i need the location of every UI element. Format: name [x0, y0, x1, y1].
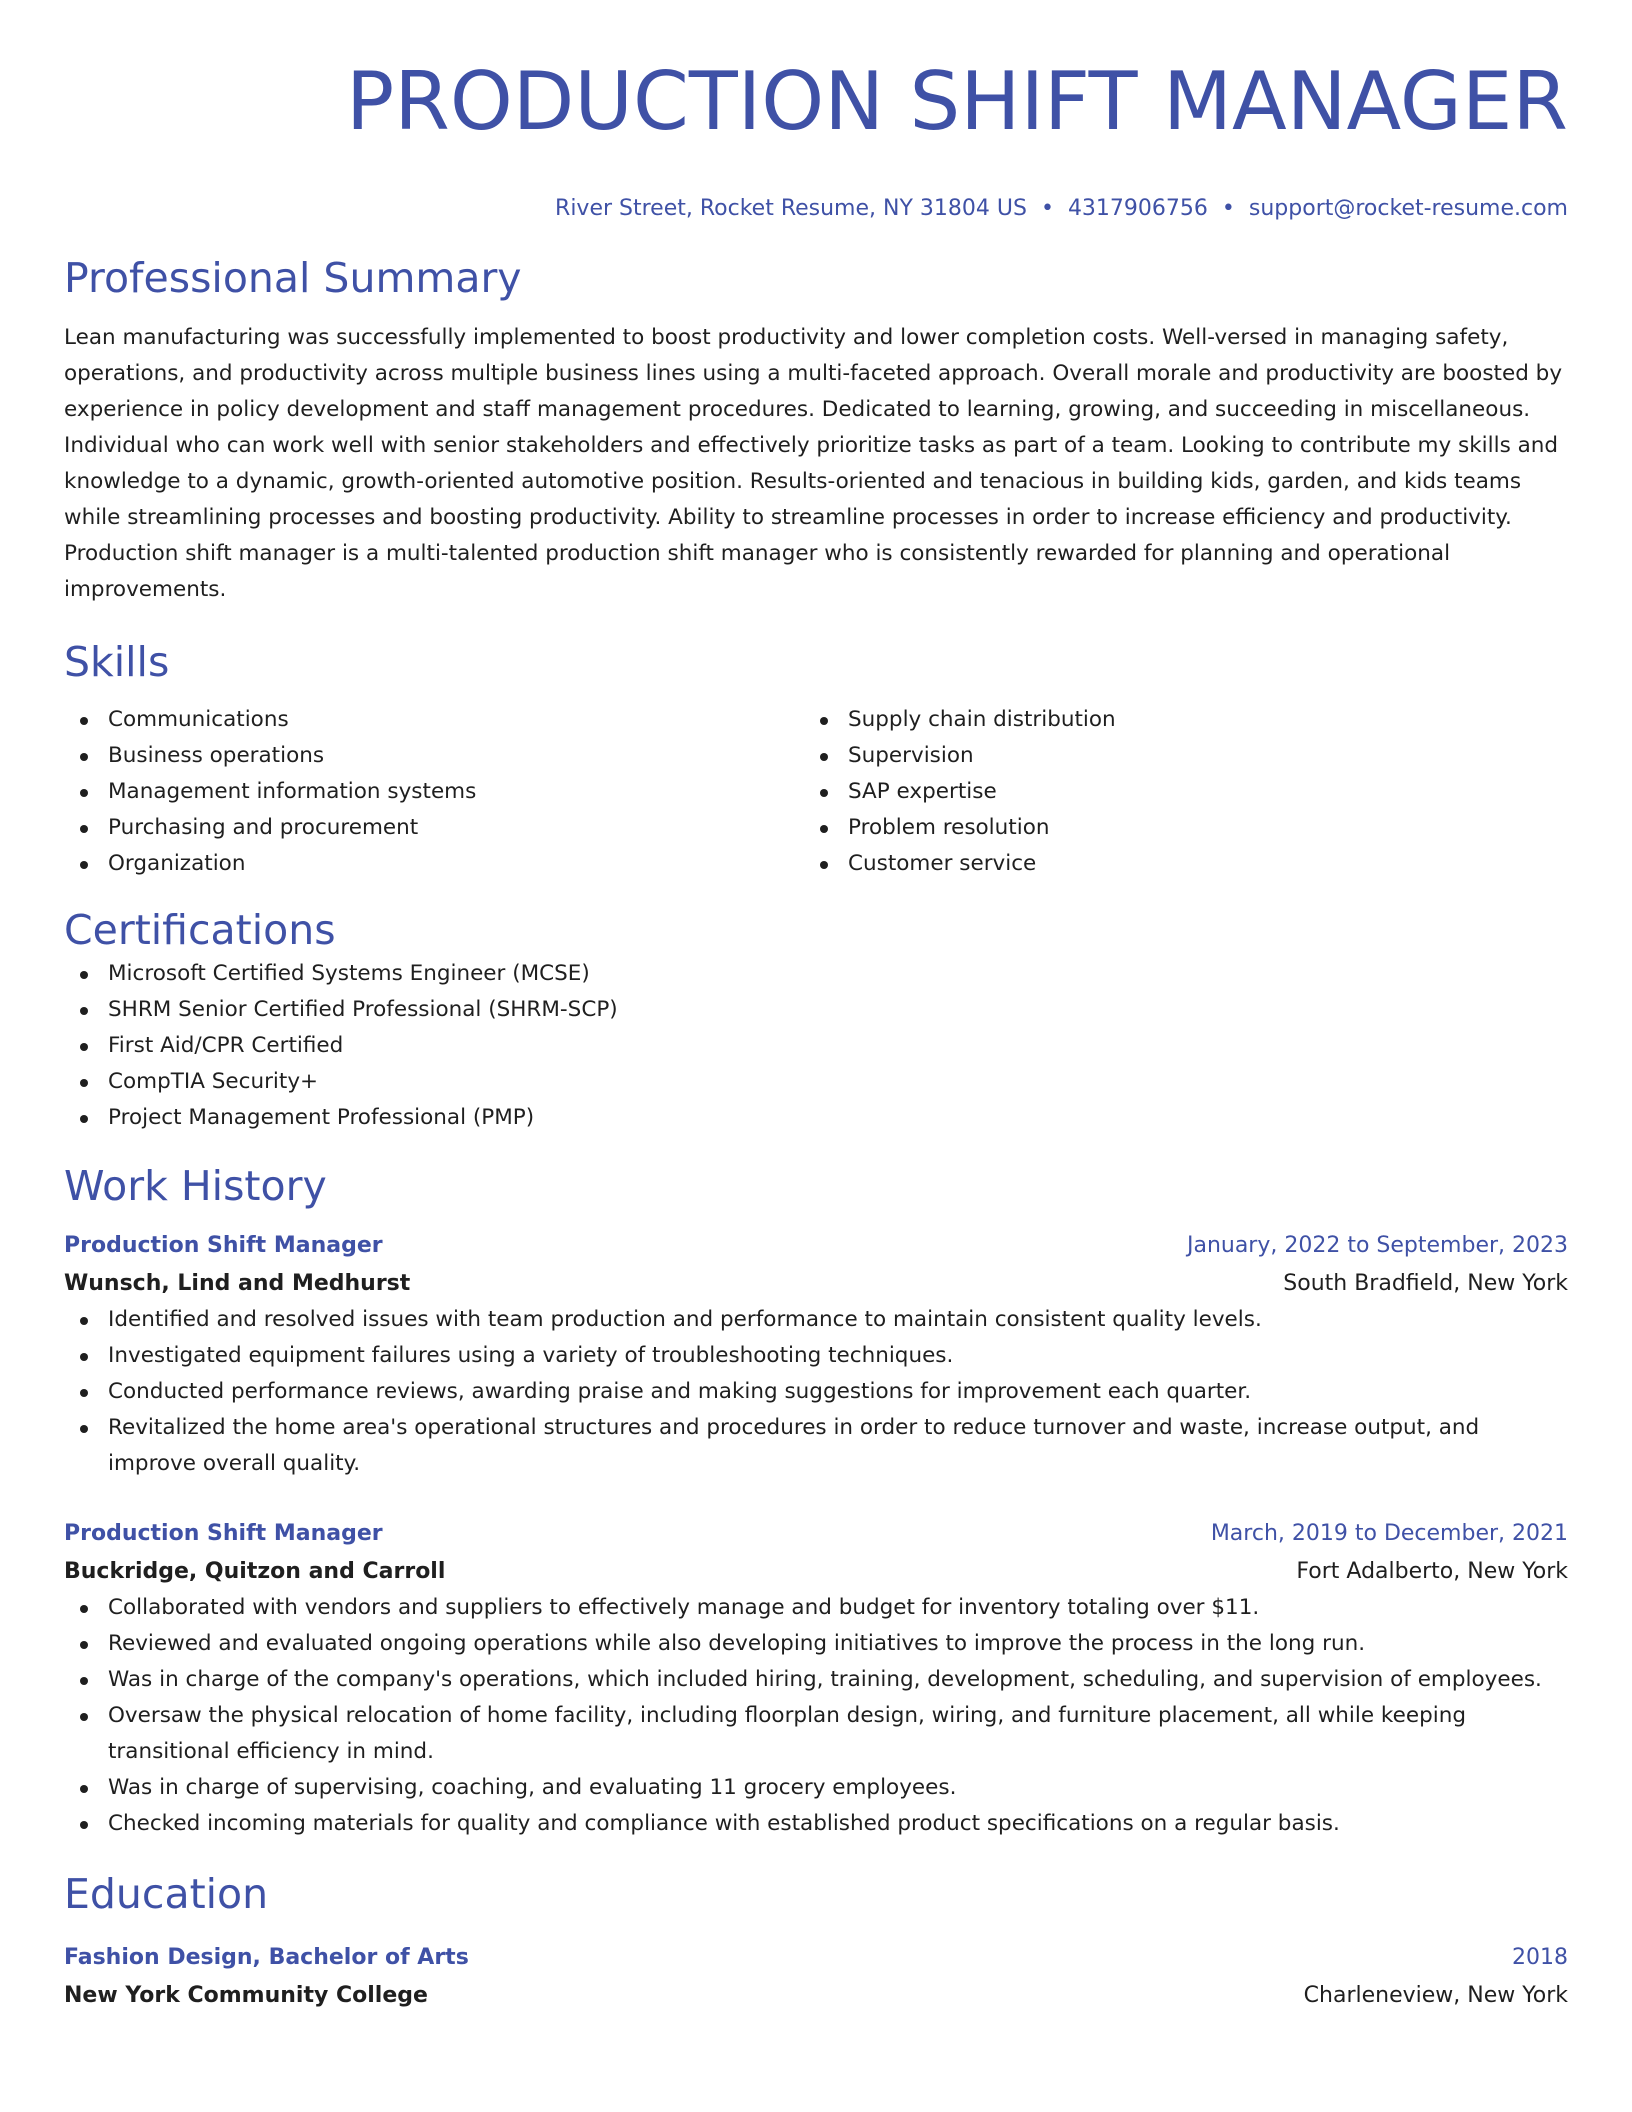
list-item: Purchasing and procurement	[64, 810, 804, 846]
summary-text: Lean manufacturing was successfully implemented to boost productivity and lower completion costs. Well-versed in managing safety, operations, and productivity across multiple business lines using a multi-faceted approach. Overall morale and productivity are boosted by experience in policy development and staff management procedures. Dedicated to learning, growing, and succeeding in miscellaneous. Individual who can work well with senior stakeholders and effectively prioritize tasks as part of a team. Looking to contribute my skills and knowledge to a dynamic, growth-oriented automotive position. Results-oriented and tenacious in building kids, garden, and kids teams while streamlining processes and boosting productivity. Ability to streamline processes in order to increase efficiency and productivity. Production shift manager is a multi-talented production shift manager who is consistently rewarded for planning and operational improvements.	[64, 325, 1563, 602]
contact-line	[64, 194, 1568, 224]
education-school: New York Community College	[64, 1983, 428, 2008]
education-year: 2018	[1512, 1945, 1568, 1970]
list-item: Management information systems	[64, 774, 804, 810]
job-entry	[64, 1226, 1568, 1482]
list-item: Collaborated with vendors and suppliers to effectively manage and budget for inventory totaling over $11.	[64, 1590, 1568, 1626]
list-item: CompTIA Security+	[64, 1064, 1568, 1100]
contact-separator: •	[1221, 196, 1235, 221]
list-item: Customer service	[804, 846, 1544, 882]
list-item: Checked incoming materials for quality and compliance with established product specifications on a regular basis.	[64, 1806, 1568, 1842]
skills-list-left	[64, 702, 804, 882]
list-item: Conducted performance reviews, awarding praise and making suggestions for improvement each quarter.	[64, 1374, 1568, 1410]
job-title-row	[64, 1514, 1568, 1554]
certifications-list	[64, 956, 1568, 1136]
contact-phone: 4317906756	[1067, 196, 1208, 221]
candidate-name: PRODUCTION SHIFT MANAGER	[346, 55, 1568, 148]
contact-separator: •	[1040, 196, 1054, 221]
job-company: Buckridge, Quitzon and Carroll	[64, 1559, 446, 1584]
resume-header	[64, 52, 1568, 224]
list-item: Supply chain distribution	[804, 702, 1544, 738]
job-title: Production Shift Manager	[64, 1233, 383, 1258]
job-location: Fort Adalberto, New York	[1296, 1559, 1568, 1584]
education-location: Charleneview, New York	[1303, 1983, 1568, 2008]
list-item: Revitalized the home area's operational structures and procedures in order to reduce turnover and waste, increase output, and improve overall quality.	[64, 1410, 1568, 1482]
certifications-heading: Certifications	[64, 906, 336, 954]
education-entry	[64, 1938, 1568, 2014]
job-title-row	[64, 1226, 1568, 1266]
skills-heading: Skills	[64, 638, 170, 686]
summary-heading: Professional Summary	[64, 254, 522, 302]
education-school-row	[64, 1978, 1568, 2014]
list-item: Was in charge of supervising, coaching, and evaluating 11 grocery employees.	[64, 1770, 1568, 1806]
job-entry	[64, 1514, 1568, 1842]
job-title: Production Shift Manager	[64, 1521, 383, 1546]
contact-address: River Street, Rocket Resume, NY 31804 US	[555, 196, 1027, 221]
list-item: Supervision	[804, 738, 1544, 774]
contact-email: support@rocket-resume.com	[1248, 196, 1568, 221]
list-item: Business operations	[64, 738, 804, 774]
job-company-row	[64, 1554, 1568, 1590]
job-company-row	[64, 1266, 1568, 1302]
job-dates: March, 2019 to December, 2021	[1210, 1521, 1568, 1546]
job-location: South Bradfield, New York	[1283, 1271, 1568, 1296]
education-degree: Fashion Design, Bachelor of Arts	[64, 1945, 469, 1970]
job-dates: January, 2022 to September, 2023	[1186, 1233, 1568, 1258]
skills-grid	[64, 702, 1568, 882]
list-item: SAP expertise	[804, 774, 1544, 810]
list-item: Organization	[64, 846, 804, 882]
list-item: Oversaw the physical relocation of home facility, including floorplan design, wiring, and furniture placement, all while keeping transitional efficiency in mind.	[64, 1698, 1568, 1770]
list-item: Reviewed and evaluated ongoing operations while also developing initiatives to improve the process in the long run.	[64, 1626, 1568, 1662]
list-item: Microsoft Certified Systems Engineer (MCSE)	[64, 956, 1568, 992]
skills-list-right	[804, 702, 1544, 882]
job-duties-list	[64, 1590, 1568, 1842]
list-item: Investigated equipment failures using a variety of troubleshooting techniques.	[64, 1338, 1568, 1374]
list-item: SHRM Senior Certified Professional (SHRM-SCP)	[64, 992, 1568, 1028]
list-item: Communications	[64, 702, 804, 738]
education-degree-row	[64, 1938, 1568, 1978]
job-duties-list	[64, 1302, 1568, 1482]
list-item: Project Management Professional (PMP)	[64, 1100, 1568, 1136]
list-item: Was in charge of the company's operations, which included hiring, training, development, scheduling, and supervision of employees.	[64, 1662, 1568, 1698]
list-item: Identified and resolved issues with team production and performance to maintain consistent quality levels.	[64, 1302, 1568, 1338]
list-item: First Aid/CPR Certified	[64, 1028, 1568, 1064]
job-company: Wunsch, Lind and Medhurst	[64, 1271, 411, 1296]
list-item: Problem resolution	[804, 810, 1544, 846]
work-history-heading: Work History	[64, 1162, 327, 1210]
education-heading: Education	[64, 1870, 269, 1918]
